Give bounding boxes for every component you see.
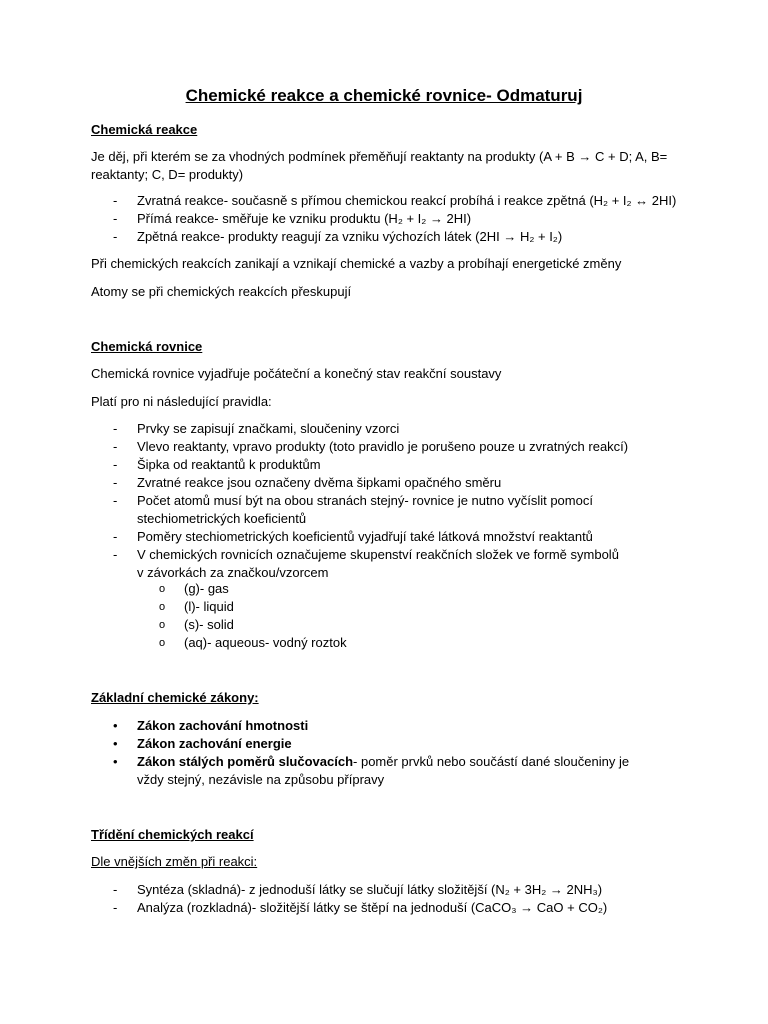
bullet-marker: •: [113, 754, 118, 769]
dash-marker: -: [113, 900, 118, 915]
bullet-marker: •: [113, 736, 118, 751]
list-item: - Šipka od reaktantů k produktům: [113, 457, 321, 472]
section-heading-zakony: Základní chemické zákony:: [91, 690, 259, 705]
dash-marker: -: [113, 882, 118, 897]
circle-marker: o: [159, 637, 166, 649]
dash-marker: -: [113, 421, 118, 436]
paragraph-bonds: Při chemických reakcích zanikají a vznikají chemické a vazby a probíhají energetické změny: [91, 256, 622, 271]
list-item: - V chemických rovnicích označujeme skupenství reakčních složek ve formě symbolů v závorkách za značkou/vzorcem: [113, 547, 619, 580]
list-laws: [91, 717, 671, 789]
dash-marker: -: [113, 457, 118, 472]
list-item: - Počet atomů musí být na obou stranách stejný- rovnice je nutno vyčíslit pomocí stechiometrických koeficientů: [113, 493, 593, 526]
list-classification: [91, 881, 691, 917]
list-item: - Analýza (rozkladná)- složitější látky se štěpí na jednoduší (CaCO₃ → CaO + CO₂): [113, 900, 608, 915]
section-heading-chemicka-reakce: Chemická reakce: [91, 122, 198, 137]
list-item: • Zákon zachování hmotnosti: [113, 718, 309, 733]
dash-marker: -: [113, 475, 118, 490]
list-reaction-types: [91, 192, 691, 246]
section-heading-trideni: Třídění chemických reakcí: [91, 827, 254, 842]
paragraph-atoms: Atomy se při chemických reakcích přeskupují: [91, 284, 352, 299]
document-title: Chemické reakce a chemické rovnice- Odmaturuj: [185, 86, 583, 105]
list-item: o (s)- solid: [159, 617, 234, 632]
section-heading-chemicka-rovnice: Chemická rovnice: [91, 339, 203, 354]
list-item: - Zpětná reakce- produkty reagují za vzniku výchozích látek (2HI → H₂ + I₂): [113, 229, 563, 244]
list-item: o (aq)- aqueous- vodný roztok: [159, 635, 347, 650]
list-item: - Zvratná reakce- současně s přímou chemickou reakcí probíhá i reakce zpětná (H₂ + I₂ ↔ 2HI): [113, 193, 677, 208]
circle-marker: o: [159, 583, 166, 595]
circle-marker: o: [159, 619, 166, 631]
dash-marker: -: [113, 193, 118, 208]
dash-marker: -: [113, 493, 118, 508]
dash-marker: -: [113, 211, 118, 226]
circle-marker: o: [159, 601, 166, 613]
list-states: [137, 580, 347, 652]
list-item: o (l)- liquid: [159, 599, 234, 614]
dash-marker: -: [113, 547, 118, 562]
paragraph-reakce-definition: Je děj, při kterém se za vhodných podmínek přeměňují reaktanty na produkty (A + B → C + D; A, B= reaktanty; C, D= produkty): [91, 149, 668, 182]
list-item: - Prvky se zapisují značkami, sloučeniny vzorci: [113, 421, 400, 436]
bullet-marker: •: [113, 718, 118, 733]
list-item: • Zákon zachování energie: [113, 736, 292, 751]
list-rules: [91, 420, 691, 582]
list-item: - Syntéza (skladná)- z jednoduší látky se slučují látky složitější (N₂ + 3H₂ → 2NH₃): [113, 882, 603, 897]
list-item: - Vlevo reaktanty, vpravo produkty (toto pravidlo je porušeno pouze u zvratných reakcí): [113, 439, 629, 454]
dash-marker: -: [113, 529, 118, 544]
list-item: - Poměry stechiometrických koeficientů vyjadřují také látková množství reaktantů: [113, 529, 593, 544]
paragraph-rules-intro: Platí pro ni následující pravidla:: [91, 394, 272, 409]
list-item: - Přímá reakce- směřuje ke vzniku produktu (H₂ + I₂ → 2HI): [113, 211, 472, 226]
list-item: o (g)- gas: [159, 581, 229, 596]
subheading-vnejsi-zmeny: Dle vnějších změn při reakci:: [91, 854, 258, 869]
paragraph-rovnice-definition: Chemická rovnice vyjadřuje počáteční a konečný stav reakční soustavy: [91, 366, 502, 381]
list-item: • Zákon stálých poměrů slučovacích- poměr prvků nebo součástí dané sloučeniny je vždy stejný, nezávisle na způsobu přípravy: [113, 754, 630, 787]
dash-marker: -: [113, 229, 118, 244]
list-item: - Zvratné reakce jsou označeny dvěma šipkami opačného směru: [113, 475, 502, 490]
dash-marker: -: [113, 439, 118, 454]
